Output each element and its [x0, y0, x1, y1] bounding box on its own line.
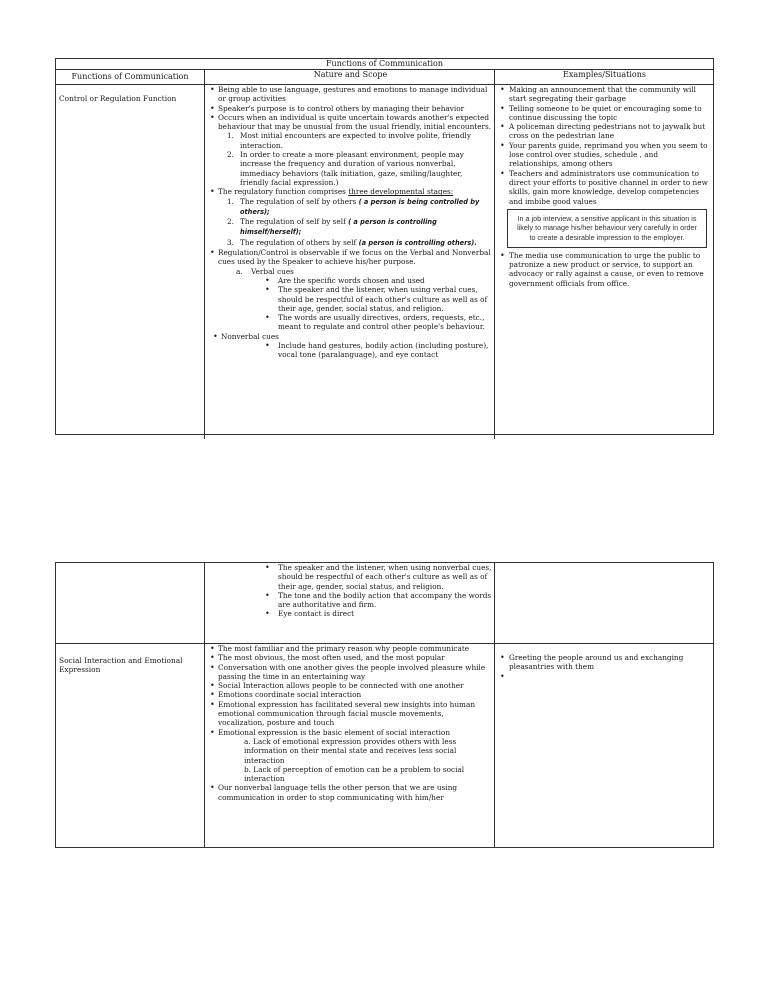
- list-item: • The most familiar and the primary reason why people communicate: [209, 644, 492, 653]
- function-label: Control or Regulation Function: [59, 94, 177, 103]
- table-title-row: [56, 59, 713, 69]
- nature-cell: [205, 644, 495, 848]
- list-number: 2.: [227, 217, 234, 227]
- empty-function-cell: [56, 563, 205, 643]
- underlined-text: three developmental stages:: [348, 187, 454, 197]
- list-number: 2.: [227, 150, 234, 160]
- table-title: Functions of Communication: [325, 59, 443, 68]
- continued-list: [209, 563, 492, 619]
- nature-cell: [205, 85, 495, 439]
- list-item: a. Lack of emotional expression provides others with less information on their mental state and receives less social interaction: [244, 736, 457, 765]
- table-row: [56, 84, 713, 439]
- table-row-continued: [56, 563, 713, 643]
- functions-table-page1: [55, 58, 714, 435]
- list-item: • The speaker and the listener, when using verbal cues, should be respectful of each other's culture as well as of their age, gender, social status, and religion.: [209, 285, 492, 313]
- list-item: • Our nonverbal language tells the other person that we are using communication in order to stop communicating with him/her: [209, 783, 492, 802]
- list-item: • Your parents guide, reprimand you when you seem to lose control over studies, schedule , and relationships, among others: [499, 141, 710, 169]
- header-nature-scope: Nature and Scope: [205, 70, 495, 84]
- list-item: • Emotions coordinate social interaction: [209, 690, 492, 699]
- list-text: In order to create a more pleasant environment, people may increase the frequency and duration of various nonverbal, immediacy behaviors (talk initiation, gaze, smiling/laughter, friendly facial expression.): [240, 150, 464, 187]
- list-item: • Emotional expression has facilitated several new insights into human emotional communication through facial muscle movements, vocalization, posture and touch: [209, 700, 492, 728]
- nature-list: [209, 644, 492, 802]
- header-functions: Functions of Communication: [56, 70, 205, 84]
- list-item: [499, 672, 710, 681]
- examples-list: [499, 653, 710, 681]
- list-item: [209, 187, 492, 196]
- list-number: 3.: [227, 237, 234, 247]
- list-item: • Telling someone to be quiet or encouraging some to continue discussing the topic: [499, 104, 710, 123]
- function-name: [56, 85, 205, 439]
- list-item: • Teachers and administrators use communication to direct your efforts to positive channel in order to new skills, gain more knowledge, develop competencies and imbibe good values: [499, 169, 710, 206]
- table-header-row: [56, 69, 713, 84]
- nature-list: [209, 85, 492, 360]
- list-item: • Regulation/Control is observable if we focus on the Verbal and Nonverbal cues used by the Speaker to achieve his/her purpose.: [209, 248, 492, 267]
- header-examples: Examples/Situations: [563, 70, 646, 79]
- list-number: a.: [236, 266, 243, 276]
- list-text: The regulation of self by others: [240, 196, 359, 206]
- list-item: • Making an announcement that the community will start segregating their garbage: [499, 85, 710, 104]
- list-item: [209, 150, 492, 187]
- list-item: • The most obvious, the most often used, and the most popular: [209, 653, 492, 662]
- list-item: • Conversation with one another gives the people involved pleasure while passing the time in an entertaining way: [209, 663, 492, 682]
- table-row: [56, 643, 713, 848]
- examples-list-continued: [499, 251, 710, 288]
- list-item: [209, 197, 492, 218]
- list-item: [209, 131, 492, 150]
- italic-text: ( a person is being controlled by others);: [240, 197, 480, 216]
- list-text: The regulation of others by self: [240, 237, 359, 247]
- list-item: • The words are usually directives, orders, requests, etc., meant to regulate and control other people's behaviour.: [209, 313, 492, 332]
- list-item: • The media use communication to urge the public to patronize a new product or service, to support an advocacy or rally against a cause, or even to remove government officials from office.: [499, 251, 710, 288]
- list-item: • Include hand gestures, bodily action (including posture), vocal tone (paralanguage), and eye contact: [209, 341, 492, 360]
- function-label: Social Interaction and Emotional Expression: [59, 656, 183, 675]
- list-text: Most initial encounters are expected to involve polite, friendly interaction.: [240, 131, 471, 150]
- list-item: b. Lack of perception of emotion can be a problem to social interaction: [244, 764, 465, 784]
- list-item: • Nonverbal cues: [212, 332, 492, 341]
- examples-cell: [495, 85, 713, 439]
- list-item: • Eye contact is direct: [209, 609, 492, 618]
- list-text: The regulatory function comprises: [218, 187, 349, 197]
- list-number: 1.: [227, 196, 234, 206]
- function-name: [56, 644, 205, 848]
- job-interview-textbox: In a job interview, a sensitive applicant in this situation is likely to manage his/her behaviour very carefully in order to create a desirable impression to the employer.: [507, 209, 707, 248]
- italic-text: (a person is controlling others).: [358, 238, 477, 247]
- list-item: • Occurs when an individual is quite uncertain towards another's expected behaviour that may be unusual from the usual friendly, initial encounters.: [209, 113, 492, 132]
- examples-cell: [495, 644, 713, 848]
- functions-table-page2: [55, 562, 714, 848]
- list-item: • Being able to use language, gestures and emotions to manage individual or group activities: [209, 85, 492, 104]
- list-item: [209, 238, 492, 248]
- list-item: • The tone and the bodily action that accompany the words are authoritative and firm.: [209, 591, 492, 610]
- nature-cell-continued: [205, 563, 495, 643]
- italic-text: ( a person is controlling himself/herself);: [240, 218, 437, 237]
- empty-examples-cell: [495, 563, 713, 643]
- list-item: • Greeting the people around us and exchanging pleasantries with them: [499, 653, 710, 672]
- list-item: • Are the specific words chosen and used: [209, 276, 492, 285]
- list-item: • Social Interaction allows people to be connected with one another: [209, 681, 492, 690]
- list-text: Verbal cues: [251, 266, 294, 276]
- list-item: [209, 217, 492, 238]
- list-number: 1.: [227, 131, 234, 141]
- list-item: [209, 267, 492, 276]
- list-item: • Speaker's purpose is to control others by managing their behavior: [209, 104, 492, 113]
- list-item: • A policeman directing pedestrians not to jaywalk but cross on the pedestrian lane: [499, 122, 710, 141]
- list-item: • The speaker and the listener, when using nonverbal cues, should be respectful of each other's culture as well as of their age, gender, social status, and religion.: [209, 563, 492, 591]
- list-item: • Emotional expression is the basic element of social interaction: [209, 728, 492, 737]
- examples-list: [499, 85, 710, 206]
- list-text: The regulation of self by self: [240, 217, 349, 227]
